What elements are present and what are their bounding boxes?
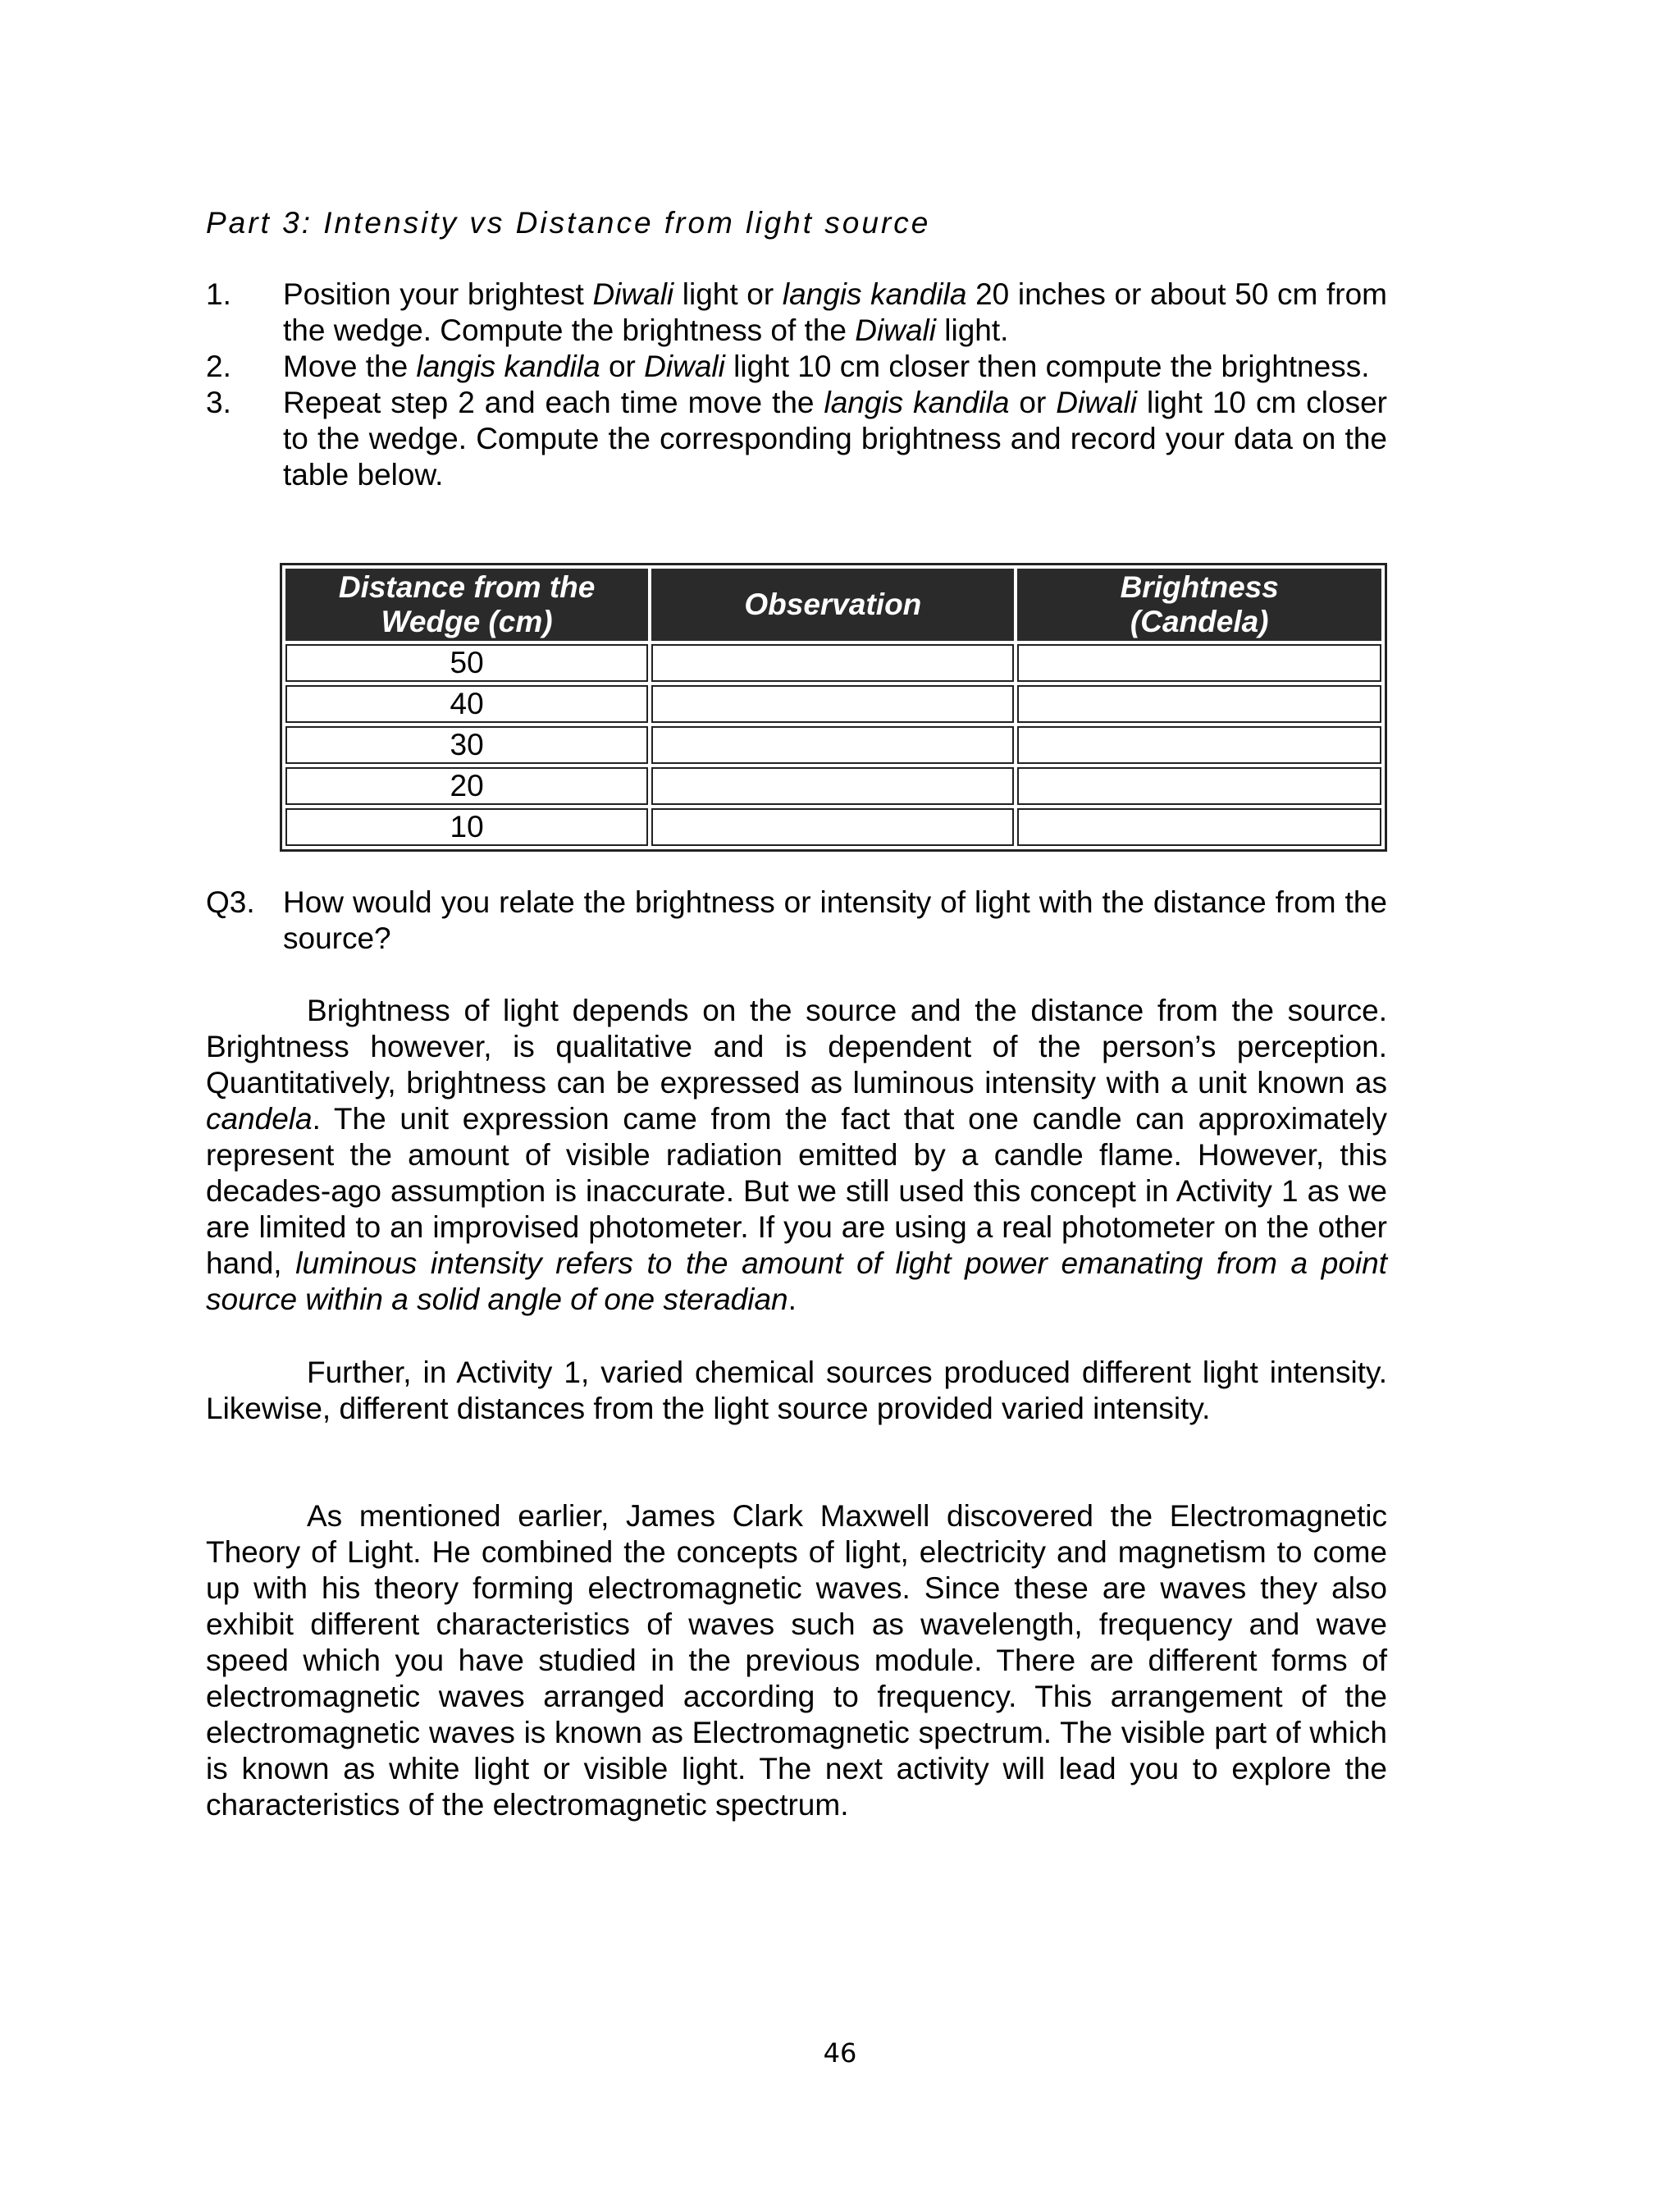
observation-cell[interactable] [651, 644, 1014, 682]
step-text: Repeat step 2 and each time move the langis kandila or Diwali light 10 cm closer to the wedge. Compute the corresponding brightness and record your data on the table below. [283, 386, 1387, 491]
distance-cell: 20 [285, 767, 648, 805]
table-row [285, 726, 1381, 764]
step-number: 3. [206, 386, 231, 419]
data-table [280, 563, 1387, 852]
step-1 [206, 277, 1387, 349]
observation-cell[interactable] [651, 767, 1014, 805]
section-title: Part 3: Intensity vs Distance from light source [206, 206, 931, 240]
distance-cell: 30 [285, 726, 648, 764]
distance-cell: 40 [285, 685, 648, 723]
distance-cell: 50 [285, 644, 648, 682]
table-row [285, 767, 1381, 805]
table-row [285, 808, 1381, 846]
step-3 [206, 385, 1387, 493]
step-text: Move the langis kandila or Diwali light 10 cm closer then compute the brightness. [283, 350, 1370, 383]
brightness-cell[interactable] [1017, 808, 1381, 846]
brightness-cell[interactable] [1017, 685, 1381, 723]
paragraph-brightness: Brightness of light depends on the source and the distance from the source. Brightness however, is qualitative and is dependent of the person’s perception. Quantitatively, brightness can be expressed as luminous intensity with a unit known as candela. The unit expression came from the fact that one candle can approximately represent the amount of visible radiation emitted by a candle flame. However, this decades-ago assumption is inaccurate. But we still used this concept in Activity 1 as we are limited to an improvised photometer. If you are using a real photometer on the other hand, luminous intensity refers to the amount of light power emanating from a point source within a solid angle of one steradian. [206, 994, 1387, 1316]
table-row [285, 685, 1381, 723]
brightness-cell[interactable] [1017, 767, 1381, 805]
step-number: 2. [206, 350, 231, 383]
question-label: Q3. [206, 885, 255, 919]
table-row [285, 644, 1381, 682]
paragraph-activity: Further, in Activity 1, varied chemical sources produced different light intensity. Likewise, different distances from the light source provided varied intensity. [206, 1356, 1387, 1425]
step-2 [206, 349, 1387, 385]
question-q3 [206, 885, 1387, 957]
brightness-cell[interactable] [1017, 726, 1381, 764]
observation-cell[interactable] [651, 726, 1014, 764]
step-text: Position your brightest Diwali light or langis kandila 20 inches or about 50 cm from the wedge. Compute the brightness of the Diwali light. [283, 277, 1387, 347]
header-distance: Distance from the Wedge (cm) [285, 569, 648, 641]
brightness-cell[interactable] [1017, 644, 1381, 682]
table-header-row [285, 569, 1381, 641]
question-text: How would you relate the brightness or intensity of light with the distance from the source? [283, 885, 1387, 955]
header-observation: Observation [651, 569, 1014, 641]
observation-cell[interactable] [651, 685, 1014, 723]
distance-cell: 10 [285, 808, 648, 846]
step-number: 1. [206, 277, 231, 311]
page-number: 46 [823, 2037, 857, 2069]
observation-cell[interactable] [651, 808, 1014, 846]
paragraph-maxwell: As mentioned earlier, James Clark Maxwell discovered the Electromagnetic Theory of Light. He combined the concepts of light, electricity and magnetism to come up with his theory forming electromagnetic waves. Since these are waves they also exhibit different characteristics of waves such as wavelength, frequency and wave speed which you have studied in the previous module. There are different forms of electromagnetic waves arranged according to frequency. This arrangement of the electromagnetic waves is known as Electromagnetic spectrum. The visible part of which is known as white light or visible light. The next activity will lead you to explore the characteristics of the electromagnetic spectrum. [206, 1499, 1387, 1822]
header-brightness: Brightness (Candela) [1017, 569, 1381, 641]
procedure-steps [206, 277, 1387, 493]
